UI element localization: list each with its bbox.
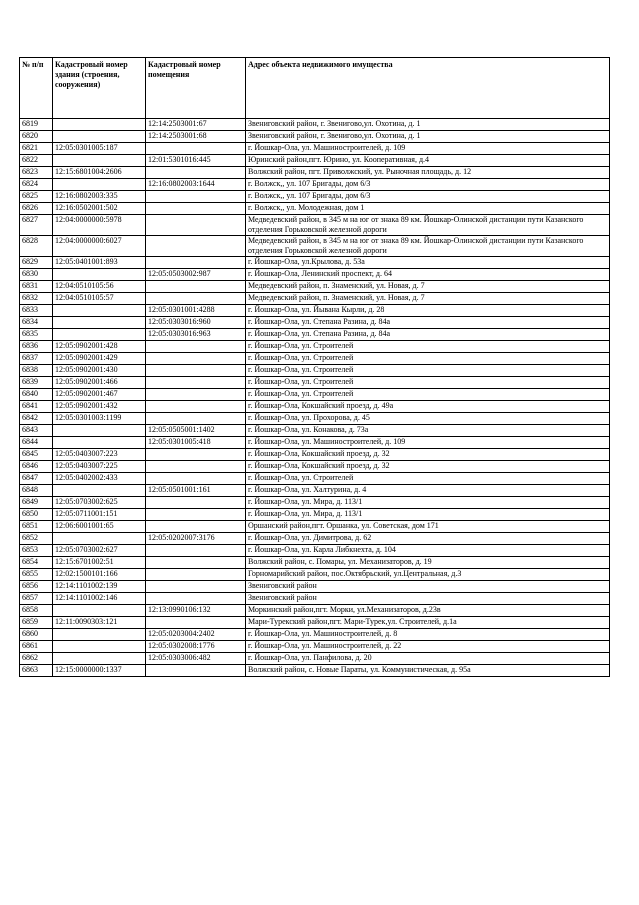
cell-premises-cadastral: 12:05:0302008:1776 <box>146 641 246 653</box>
cell-row-number: 6847 <box>20 473 53 485</box>
cell-row-number: 6827 <box>20 215 53 236</box>
table-row <box>20 425 610 437</box>
cell-building-cadastral: 12:04:0000000:5978 <box>53 215 146 236</box>
cell-building-cadastral <box>53 305 146 317</box>
cell-premises-cadastral: 12:05:0303006:482 <box>146 653 246 665</box>
table-row <box>20 617 610 629</box>
cell-building-cadastral: 12:05:0402002:433 <box>53 473 146 485</box>
cell-row-number: 6854 <box>20 557 53 569</box>
table-row <box>20 641 610 653</box>
cell-building-cadastral: 12:16:0502001:502 <box>53 203 146 215</box>
cell-row-number: 6833 <box>20 305 53 317</box>
cell-premises-cadastral <box>146 521 246 533</box>
cell-address: г. Йошкар-Ола, ул. Халтурина, д. 4 <box>246 485 610 497</box>
cell-row-number: 6855 <box>20 569 53 581</box>
cell-row-number: 6819 <box>20 119 53 131</box>
cell-building-cadastral <box>53 269 146 281</box>
cell-row-number: 6860 <box>20 629 53 641</box>
cell-address: г. Йошкар-Ола, ул. Строителей <box>246 377 610 389</box>
table-row <box>20 377 610 389</box>
cell-address: г. Йошкар-Ола, ул. Строителей <box>246 389 610 401</box>
cell-premises-cadastral <box>146 401 246 413</box>
cell-premises-cadastral: 12:05:0301005:418 <box>146 437 246 449</box>
cell-premises-cadastral: 12:13:0990106:132 <box>146 605 246 617</box>
cell-building-cadastral <box>53 437 146 449</box>
table-row <box>20 473 610 485</box>
cell-address: Волжский район, с. Помары, ул. Механизаторов, д. 19 <box>246 557 610 569</box>
cell-row-number: 6824 <box>20 179 53 191</box>
table-row <box>20 257 610 269</box>
cell-building-cadastral <box>53 131 146 143</box>
cell-premises-cadastral <box>146 461 246 473</box>
cell-address: г. Йошкар-Ола, Кокшайский проезд, д. 32 <box>246 449 610 461</box>
cell-row-number: 6820 <box>20 131 53 143</box>
cell-row-number: 6830 <box>20 269 53 281</box>
cell-address: г. Йошкар-Ола, ул. Машиностроителей, д. 8 <box>246 629 610 641</box>
cell-building-cadastral: 12:05:0711001:151 <box>53 509 146 521</box>
cell-row-number: 6858 <box>20 605 53 617</box>
table-row <box>20 653 610 665</box>
cell-premises-cadastral <box>146 257 246 269</box>
cell-building-cadastral: 12:04:0000000:6027 <box>53 236 146 257</box>
cell-building-cadastral <box>53 629 146 641</box>
cell-premises-cadastral <box>146 365 246 377</box>
table-row <box>20 329 610 341</box>
table-row <box>20 179 610 191</box>
header-premises-cadastral: Кадастровый номер помещения <box>146 58 246 119</box>
cell-building-cadastral: 12:02:1500101:166 <box>53 569 146 581</box>
table-row <box>20 293 610 305</box>
cell-building-cadastral: 12:05:0703002:627 <box>53 545 146 557</box>
cell-building-cadastral: 12:04:0510105:56 <box>53 281 146 293</box>
cell-row-number: 6848 <box>20 485 53 497</box>
table-row <box>20 485 610 497</box>
table-row <box>20 365 610 377</box>
cell-building-cadastral: 12:05:0703002:625 <box>53 497 146 509</box>
cell-building-cadastral: 12:05:0902001:432 <box>53 401 146 413</box>
table-row <box>20 401 610 413</box>
table-row <box>20 167 610 179</box>
cell-premises-cadastral: 12:05:0203004:2402 <box>146 629 246 641</box>
cell-row-number: 6843 <box>20 425 53 437</box>
cell-premises-cadastral: 12:14:2503001:67 <box>146 119 246 131</box>
table-row <box>20 236 610 257</box>
cell-premises-cadastral <box>146 413 246 425</box>
cell-row-number: 6838 <box>20 365 53 377</box>
cell-premises-cadastral <box>146 617 246 629</box>
cell-row-number: 6840 <box>20 389 53 401</box>
cell-address: г. Йошкар-Ола, Кокшайский проезд, д. 32 <box>246 461 610 473</box>
cell-building-cadastral: 12:05:0902001:430 <box>53 365 146 377</box>
table-row <box>20 317 610 329</box>
cell-building-cadastral <box>53 179 146 191</box>
cell-premises-cadastral <box>146 203 246 215</box>
table-row <box>20 461 610 473</box>
cell-building-cadastral: 12:05:0403007:223 <box>53 449 146 461</box>
cell-row-number: 6839 <box>20 377 53 389</box>
cell-row-number: 6857 <box>20 593 53 605</box>
table-row <box>20 593 610 605</box>
cell-premises-cadastral: 12:05:0503002:987 <box>146 269 246 281</box>
table-row <box>20 521 610 533</box>
cell-premises-cadastral <box>146 665 246 677</box>
cell-premises-cadastral <box>146 449 246 461</box>
cell-building-cadastral: 12:05:0902001:467 <box>53 389 146 401</box>
cell-building-cadastral <box>53 485 146 497</box>
table-row <box>20 545 610 557</box>
cell-row-number: 6826 <box>20 203 53 215</box>
table-row <box>20 629 610 641</box>
table-row <box>20 305 610 317</box>
cell-premises-cadastral <box>146 215 246 236</box>
table-row <box>20 557 610 569</box>
table-row <box>20 509 610 521</box>
table-row <box>20 215 610 236</box>
table-row <box>20 341 610 353</box>
table-row <box>20 581 610 593</box>
cell-building-cadastral: 12:05:0902001:466 <box>53 377 146 389</box>
cell-building-cadastral <box>53 155 146 167</box>
cell-row-number: 6841 <box>20 401 53 413</box>
cell-building-cadastral <box>53 329 146 341</box>
cell-premises-cadastral: 12:16:0802003:1644 <box>146 179 246 191</box>
cell-address: г. Йошкар-Ола, Ленинский проспект, д. 64 <box>246 269 610 281</box>
table-row <box>20 413 610 425</box>
cell-address: г. Йошкар-Ола, Кокшайский проезд, д. 49а <box>246 401 610 413</box>
cell-row-number: 6851 <box>20 521 53 533</box>
cell-premises-cadastral <box>146 281 246 293</box>
table-row <box>20 203 610 215</box>
cell-address: г. Йошкар-Ола, ул. Степана Разина, д. 84а <box>246 329 610 341</box>
cell-row-number: 6821 <box>20 143 53 155</box>
cell-building-cadastral <box>53 605 146 617</box>
cell-premises-cadastral <box>146 353 246 365</box>
cell-address: г. Волжск,, ул. 107 Бригады, дом 6/3 <box>246 191 610 203</box>
header-row-number: № п/п <box>20 58 53 119</box>
cell-address: Медведевский район, п. Знаменский, ул. Новая, д. 7 <box>246 281 610 293</box>
cell-address: г. Йошкар-Ола, ул. Машиностроителей, д. 109 <box>246 437 610 449</box>
cell-row-number: 6859 <box>20 617 53 629</box>
cell-row-number: 6863 <box>20 665 53 677</box>
cell-row-number: 6846 <box>20 461 53 473</box>
cell-address: г. Йошкар-Ола, ул. Машиностроителей, д. 109 <box>246 143 610 155</box>
cell-premises-cadastral <box>146 236 246 257</box>
header-building-cadastral: Кадастровый номер здания (строения, сооружения) <box>53 58 146 119</box>
cell-building-cadastral <box>53 119 146 131</box>
cell-address: г. Йошкар-Ола, ул. Машиностроителей, д. 22 <box>246 641 610 653</box>
cell-building-cadastral <box>53 653 146 665</box>
cell-address: г. Йошкар-Ола, ул. Степана Разина, д. 84а <box>246 317 610 329</box>
cell-row-number: 6834 <box>20 317 53 329</box>
cell-building-cadastral: 12:05:0403007:225 <box>53 461 146 473</box>
cell-address: Мари-Турекский район,пгт. Мари-Турек,ул. Строителей, д.1а <box>246 617 610 629</box>
cell-address: г. Йошкар-Ола, ул. Конакова, д. 73а <box>246 425 610 437</box>
cell-premises-cadastral <box>146 581 246 593</box>
header-address: Адрес объекта недвижимого имущества <box>246 58 610 119</box>
cell-building-cadastral: 12:05:0401001:893 <box>53 257 146 269</box>
cell-building-cadastral: 12:15:6801004:2606 <box>53 167 146 179</box>
cell-building-cadastral: 12:04:0510105:57 <box>53 293 146 305</box>
cell-address: г. Йошкар-Ола, ул. Димитрова, д. 62 <box>246 533 610 545</box>
cell-premises-cadastral <box>146 293 246 305</box>
cell-address: Звениговский район <box>246 581 610 593</box>
table-row <box>20 131 610 143</box>
cell-address: Оршанский район,пгт. Оршанка, ул. Советская, дом 171 <box>246 521 610 533</box>
table-row <box>20 533 610 545</box>
table-row <box>20 155 610 167</box>
cell-row-number: 6856 <box>20 581 53 593</box>
table-row <box>20 605 610 617</box>
table-row <box>20 281 610 293</box>
cell-building-cadastral: 12:11:0090303:121 <box>53 617 146 629</box>
table-row <box>20 269 610 281</box>
cell-row-number: 6861 <box>20 641 53 653</box>
cell-address: г. Йошкар-Ола, ул. Панфилова, д. 20 <box>246 653 610 665</box>
cell-premises-cadastral: 12:01:5301016:445 <box>146 155 246 167</box>
cell-address: г. Йошкар-Ола, ул. Мира, д. 113/1 <box>246 497 610 509</box>
cell-premises-cadastral <box>146 389 246 401</box>
cell-address: г. Йошкар-Ола, ул. Прохорова, д. 45 <box>246 413 610 425</box>
cell-building-cadastral: 12:16:0802003:335 <box>53 191 146 203</box>
cell-row-number: 6849 <box>20 497 53 509</box>
cell-building-cadastral: 12:14:1101002:139 <box>53 581 146 593</box>
cell-premises-cadastral <box>146 167 246 179</box>
cell-building-cadastral <box>53 641 146 653</box>
cell-row-number: 6836 <box>20 341 53 353</box>
table-row <box>20 191 610 203</box>
table-row <box>20 353 610 365</box>
cell-address: г. Йошкар-Ола, ул. Строителей <box>246 341 610 353</box>
table-row <box>20 449 610 461</box>
cell-address: Звениговский район, г. Звенигово,ул. Охотина, д. 1 <box>246 131 610 143</box>
cell-row-number: 6837 <box>20 353 53 365</box>
cell-address: г. Йошкар-Ола, ул.Крылова, д. 53а <box>246 257 610 269</box>
cell-row-number: 6835 <box>20 329 53 341</box>
cell-premises-cadastral <box>146 473 246 485</box>
cell-premises-cadastral: 12:05:0505001:1402 <box>146 425 246 437</box>
cell-building-cadastral: 12:15:6701002:51 <box>53 557 146 569</box>
cell-row-number: 6832 <box>20 293 53 305</box>
cell-address: г. Йошкар-Ола, ул. Йывана Кырли, д. 28 <box>246 305 610 317</box>
cell-address: г. Йошкар-Ола, ул. Карла Либкнехта, д. 104 <box>246 545 610 557</box>
cell-premises-cadastral: 12:05:0501001:161 <box>146 485 246 497</box>
table-row <box>20 389 610 401</box>
cell-premises-cadastral <box>146 191 246 203</box>
cell-building-cadastral: 12:05:0301005:187 <box>53 143 146 155</box>
cell-row-number: 6862 <box>20 653 53 665</box>
cell-row-number: 6823 <box>20 167 53 179</box>
cell-address: Моркинский район,пгт. Морки, ул.Механизаторов, д.23в <box>246 605 610 617</box>
cell-building-cadastral <box>53 317 146 329</box>
cell-address: Волжский район, с. Новые Параты, ул. Коммунистическая, д. 95а <box>246 665 610 677</box>
cell-premises-cadastral <box>146 569 246 581</box>
cell-address: г. Йошкар-Ола, ул. Строителей <box>246 365 610 377</box>
cell-row-number: 6844 <box>20 437 53 449</box>
cell-row-number: 6852 <box>20 533 53 545</box>
cell-building-cadastral: 12:05:0902001:428 <box>53 341 146 353</box>
cell-premises-cadastral <box>146 341 246 353</box>
property-registry-table <box>19 57 610 677</box>
cell-premises-cadastral: 12:05:0303016:960 <box>146 317 246 329</box>
cell-row-number: 6831 <box>20 281 53 293</box>
table-row <box>20 665 610 677</box>
cell-building-cadastral: 12:05:0301003:1199 <box>53 413 146 425</box>
table-row <box>20 437 610 449</box>
cell-premises-cadastral: 12:05:0303016:963 <box>146 329 246 341</box>
cell-address: г. Йошкар-Ола, ул. Мира, д. 113/1 <box>246 509 610 521</box>
cell-building-cadastral: 12:05:0902001:429 <box>53 353 146 365</box>
cell-premises-cadastral <box>146 545 246 557</box>
cell-premises-cadastral: 12:14:2503001:68 <box>146 131 246 143</box>
cell-premises-cadastral <box>146 557 246 569</box>
cell-address: Медведевский район, в 345 м на юг от знака 89 км. Йошкар-Олинской дистанции пути Казанского отделения Горьковской железной дороги <box>246 215 610 236</box>
cell-premises-cadastral <box>146 593 246 605</box>
cell-building-cadastral <box>53 533 146 545</box>
cell-address: Волжский район, пгт. Приволжский, ул. Рыночная площадь, д. 12 <box>246 167 610 179</box>
table-row <box>20 143 610 155</box>
cell-building-cadastral: 12:14:1101002:146 <box>53 593 146 605</box>
cell-premises-cadastral <box>146 509 246 521</box>
table-row <box>20 569 610 581</box>
table-header-row <box>20 58 610 119</box>
cell-premises-cadastral <box>146 497 246 509</box>
table-row <box>20 497 610 509</box>
table-body <box>20 119 610 677</box>
cell-row-number: 6850 <box>20 509 53 521</box>
cell-address: Звениговский район <box>246 593 610 605</box>
cell-premises-cadastral <box>146 143 246 155</box>
cell-address: Юринский район,пгт. Юрино, ул. Кооперативная, д.4 <box>246 155 610 167</box>
cell-building-cadastral: 12:06:6001001:65 <box>53 521 146 533</box>
cell-row-number: 6825 <box>20 191 53 203</box>
cell-premises-cadastral: 12:05:0301001:4288 <box>146 305 246 317</box>
cell-row-number: 6853 <box>20 545 53 557</box>
cell-row-number: 6842 <box>20 413 53 425</box>
cell-address: Звениговский район, г. Звенигово,ул. Охотина, д. 1 <box>246 119 610 131</box>
cell-row-number: 6845 <box>20 449 53 461</box>
cell-address: г. Волжск,, ул. Молодежная, дом 1 <box>246 203 610 215</box>
cell-premises-cadastral: 12:05:0202007:3176 <box>146 533 246 545</box>
cell-address: Медведевский район, п. Знаменский, ул. Новая, д. 7 <box>246 293 610 305</box>
table-row <box>20 119 610 131</box>
cell-address: г. Йошкар-Ола, ул. Строителей <box>246 473 610 485</box>
cell-address: Горномарийский район, пос.Октябрьский, ул.Центральная, д.3 <box>246 569 610 581</box>
cell-building-cadastral <box>53 425 146 437</box>
cell-row-number: 6829 <box>20 257 53 269</box>
cell-premises-cadastral <box>146 377 246 389</box>
cell-building-cadastral: 12:15:0000000:1337 <box>53 665 146 677</box>
cell-address: г. Йошкар-Ола, ул. Строителей <box>246 353 610 365</box>
cell-address: г. Волжск,, ул. 107 Бригады, дом 6/3 <box>246 179 610 191</box>
cell-row-number: 6822 <box>20 155 53 167</box>
cell-address: Медведевский район, в 345 м на юг от знака 89 км. Йошкар-Олинской дистанции пути Казанского отделения Горьковской железной дороги <box>246 236 610 257</box>
cell-row-number: 6828 <box>20 236 53 257</box>
